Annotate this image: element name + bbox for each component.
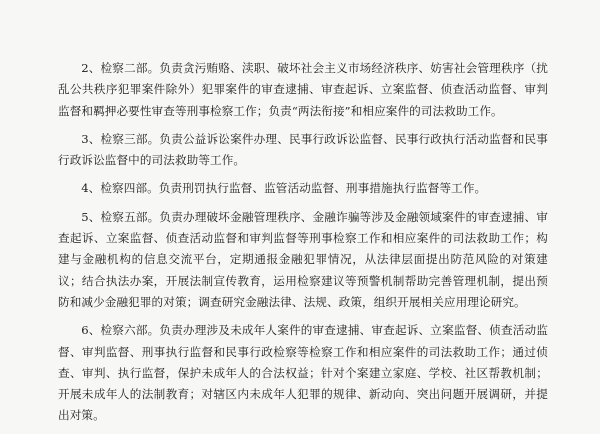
paragraph-procuratorate-dept-2: 2、检察二部。负责贪污贿赂、渎职、破坏社会主义市场经济秩序、妨害社会管理秩序（扰乱公共秩序犯罪案件除外）犯罪案件的审查逮捕、审查起诉、立案监督、侦查活动监督、审判监督和羁押必要性审查等刑事检察工作；负责“两法衔接”和相应案件的司法救助工作。 xyxy=(58,61,548,118)
paragraph-procuratorate-dept-3: 3、检察三部。负责公益诉讼案件办理、民事行政诉讼监督、民事行政执行活动监督和民事行政诉讼监督中的司法救助等工作。 xyxy=(58,131,548,168)
paragraph-procuratorate-dept-4: 4、检察四部。负责刑罚执行监督、监管活动监督、刑事措施执行监督等工作。 xyxy=(81,181,487,196)
paragraph-procuratorate-dept-5: 5、检察五部。负责办理破坏金融管理秩序、金融诈骗等涉及金融领域案件的审查逮捕、审查起诉、立案监督、侦查活动监督和审判监督等刑事检察工作和相应案件的司法救助工作；构建与金融机构的信息交流平台，定期通报金融犯罪情况，从法律层面提出防范风险的对策建议；结合执法办案，开展法制宣传教育，运用检察建议等预警机制帮助完善管理机制，提出预防和减少金融犯罪的对策；调查研究金融法律、法规、政策，组织开展相关应用理论研究。 xyxy=(58,209,548,309)
document-page xyxy=(58,58,548,434)
paragraph-procuratorate-dept-6: 6、检察六部。负责办理涉及未成年人案件的审查逮捕、审查起诉、立案监督、侦查活动监督、审判监督、刑事执行监督和民事行政检察等检察工作和相应案件的司法救助工作；通过侦查、审判、执行监督，保护未成年人的合法权益；针对个案建立家庭、学校、社区帮教机制；开展未成年人的法制教育；对辖区内未成年人犯罪的规律、新动向、突出问题开展调研，并提出对策。 xyxy=(58,323,548,423)
